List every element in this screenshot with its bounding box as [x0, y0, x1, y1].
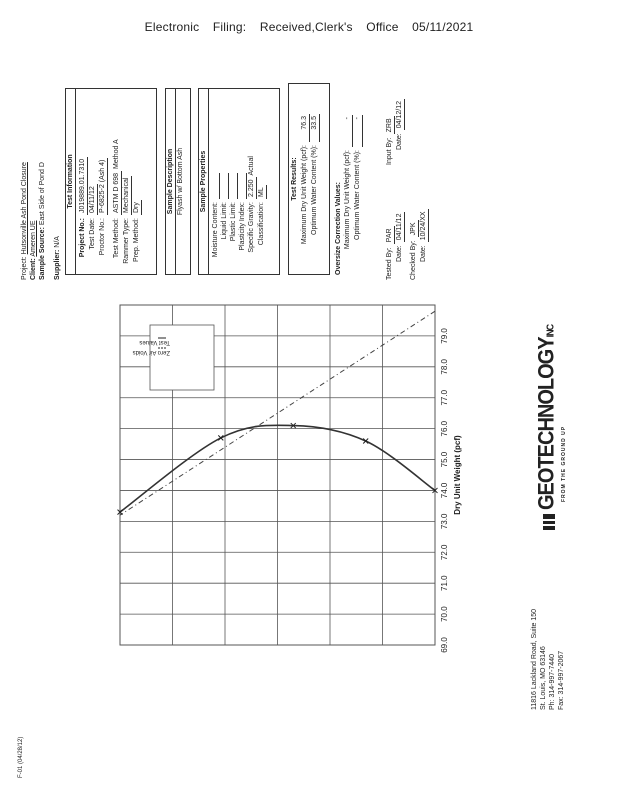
- source-value: East Side of Pond D: [39, 162, 46, 226]
- tested-by-value: PAR: [386, 228, 393, 243]
- sample-description-box: [165, 88, 191, 275]
- omc-label: Optimum Water Content (%):: [311, 145, 318, 235]
- classification-value: ML: [258, 187, 265, 197]
- y-axis-label: Dry Unit Weight (pcf): [453, 435, 462, 515]
- legend-box: [150, 325, 214, 390]
- legend-test-values: Test Values: [139, 339, 170, 345]
- input-by-label: Input By:: [386, 137, 393, 165]
- checked-date-value: 10/24/XX: [420, 211, 427, 241]
- source-label: Sample Source:: [39, 227, 46, 280]
- specific-gravity-suffix: Actual: [248, 156, 255, 176]
- tick-label: 74.0: [440, 482, 449, 499]
- tick-label: 70.0: [440, 606, 449, 622]
- phone: Ph: 314-997-7440: [549, 653, 556, 710]
- tick-label: 78.0: [440, 359, 449, 375]
- oversize-omc-value: -: [353, 115, 363, 147]
- logo-suffix: INC: [544, 324, 556, 338]
- test-results-box: [288, 83, 330, 275]
- plasticity-index-label: Plasticity Index:: [239, 202, 246, 251]
- tested-date-value: 04/11/12: [396, 213, 403, 241]
- tick-label: 76.0: [440, 420, 449, 437]
- liquid-limit-value: [220, 173, 229, 199]
- tested-date-label: Date:: [396, 245, 403, 262]
- proctor-label: Proctor No.:: [99, 218, 106, 256]
- rammer-label: Rammer Type:: [123, 218, 130, 264]
- client-value: Ameren UE: [30, 220, 37, 257]
- project-label: Project:: [21, 256, 28, 280]
- supplier-label: Supplier:: [54, 249, 61, 280]
- method-value: ASTM D 698: [113, 172, 120, 213]
- test-date-label: Test Date:: [89, 218, 96, 250]
- oversize-omc-label: Optimum Water Content (%):: [354, 150, 361, 240]
- tick-label: 75.0: [440, 451, 449, 468]
- tick-label: 71.0: [440, 575, 449, 591]
- liquid-limit-label: Liquid Limit:: [221, 202, 228, 240]
- oversize-mdd-value: -: [343, 115, 353, 147]
- supplier-value: N/A: [54, 236, 61, 248]
- proctor-value: P-6825-2 (Ash 4): [99, 159, 106, 213]
- test-info-box: [65, 88, 157, 275]
- header-date: 05/11/2021: [412, 20, 474, 34]
- test-info-title: Test Information: [66, 89, 76, 274]
- tick-label: 72.0: [440, 544, 449, 561]
- tick-label: 79.0: [440, 328, 449, 344]
- fax: Fax: 314-997-2067: [558, 650, 565, 710]
- plastic-limit-value: [229, 173, 238, 199]
- moisture-value: [211, 173, 220, 199]
- method-label: Test Method:: [113, 218, 120, 259]
- oversize-title: Oversize Correction Values:: [335, 182, 342, 275]
- form-number: F-01 (04/28/12): [18, 736, 24, 778]
- oversize-block: [334, 75, 363, 275]
- checked-by-value: JPK: [410, 222, 417, 236]
- test-date-value: 04/11/12: [89, 186, 96, 213]
- project-no-label: Project No.:: [79, 218, 86, 258]
- signoff-block: [385, 30, 495, 280]
- tested-by-label: Tested By:: [386, 247, 393, 280]
- prep-label: Prep. Method:: [133, 218, 140, 262]
- checked-date-label: Date:: [420, 245, 427, 262]
- plastic-limit-label: Plastic Limit:: [230, 202, 237, 242]
- input-by-value: ZRB: [386, 118, 393, 133]
- sample-props-title: Sample Properties: [199, 89, 209, 274]
- sample-desc-value: Flyash w/ Bottom Ash: [177, 147, 184, 216]
- moisture-label: Moisture Content:: [212, 202, 219, 258]
- specific-gravity-label: Specific Gravity:: [248, 202, 255, 253]
- logo-mark-icon: [543, 514, 555, 530]
- checked-by-label: Checked By:: [410, 240, 417, 280]
- input-date-label: Date:: [396, 133, 403, 150]
- rammer-value: Mechanical: [123, 177, 130, 213]
- logo-name: GEOTECHNOLOGY: [534, 337, 560, 510]
- sample-properties-box: [198, 88, 280, 275]
- company-logo: [534, 324, 576, 530]
- address-line-2: St. Louis, MO 63146: [540, 646, 547, 710]
- sample-desc-title: Sample Description: [166, 89, 176, 274]
- client-label: Client:: [30, 258, 37, 280]
- tick-label: 77.0: [440, 389, 449, 406]
- input-date-value: 04/12/12: [396, 101, 403, 129]
- tick-label: 69.0: [440, 637, 449, 653]
- tick-label: 73.0: [440, 513, 449, 530]
- header-filing: Filing:: [212, 20, 247, 34]
- legend-zero-air-voids: Zero Air Voids: [132, 349, 170, 355]
- mdd-label: Maximum Dry Unit Weight (pcf):: [301, 145, 308, 245]
- header-electronic: Electronic: [144, 20, 200, 34]
- project-no-value: J019889.01.7310: [79, 158, 86, 213]
- classification-label: Classification:: [258, 202, 265, 246]
- omc-value: 33.5: [310, 114, 320, 142]
- logo-tag: FROM THE GROUND UP: [561, 425, 567, 502]
- address-line-1: 11816 Lackland Road, Suite 150: [531, 608, 538, 710]
- method-suffix: Method A: [113, 139, 120, 169]
- project-value: Hutsonville Ash Pond Closure: [21, 162, 28, 255]
- proctor-chart: [110, 295, 470, 705]
- header-received: Received,Clerk's: [259, 20, 353, 34]
- header-office: Office: [366, 20, 399, 34]
- mdd-value: 76.3: [300, 114, 310, 142]
- oversize-mdd-label: Maximum Dry Unit Weight (pcf):: [344, 150, 351, 250]
- results-title: Test Results:: [291, 157, 298, 201]
- prep-value: Dry: [133, 202, 140, 213]
- plasticity-index-value: [238, 173, 247, 199]
- company-address: [530, 609, 566, 710]
- specific-gravity-value: 2.250: [248, 179, 255, 197]
